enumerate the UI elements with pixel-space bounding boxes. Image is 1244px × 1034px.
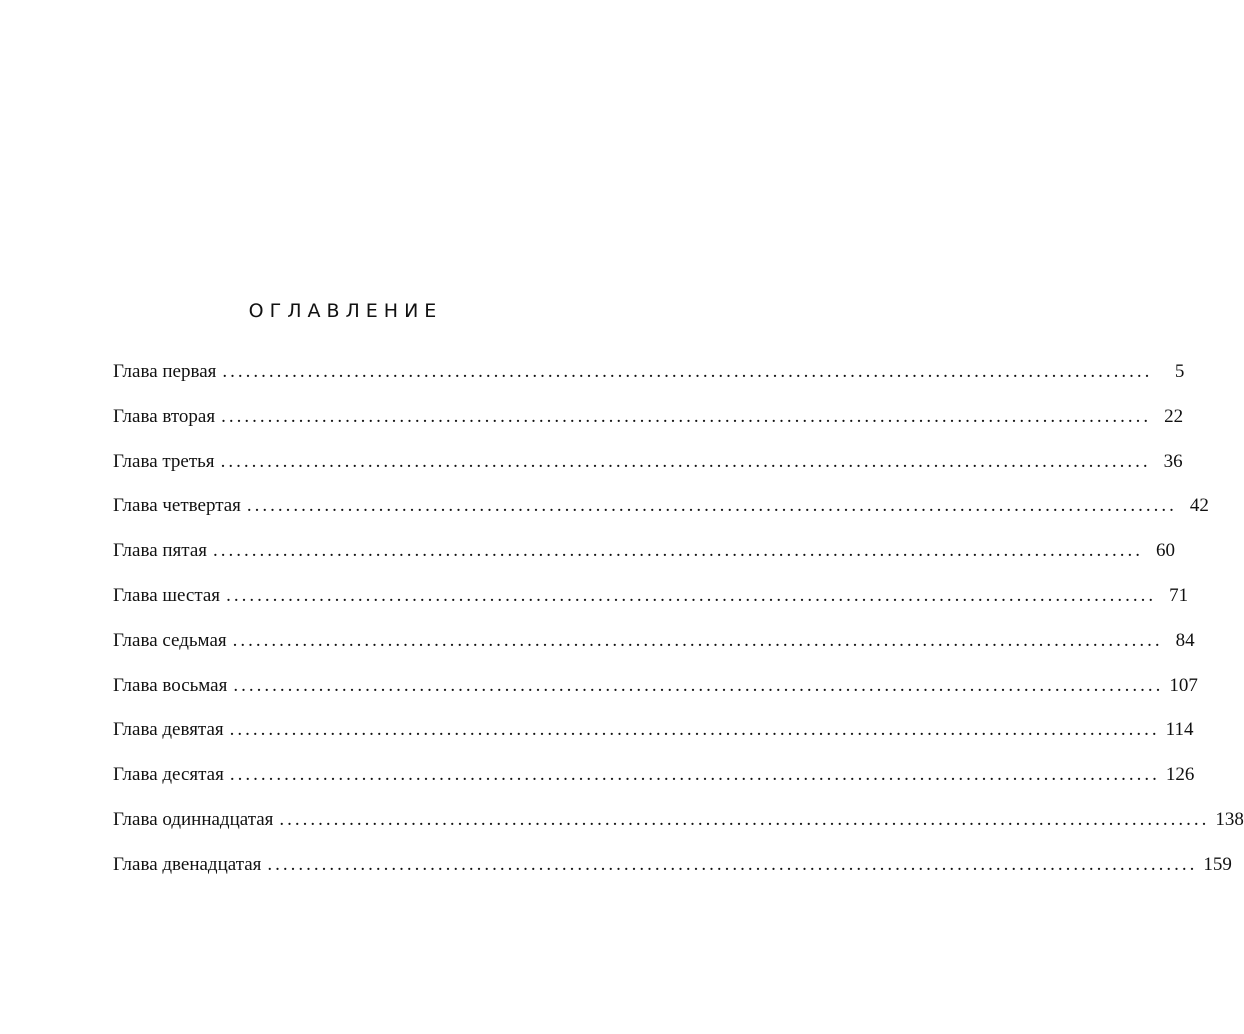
toc-entry-page: 138 xyxy=(1215,808,1244,830)
toc-entry-label: Глава пятая xyxy=(113,540,207,562)
toc-entry-page: 60 xyxy=(1156,540,1175,562)
toc-leader-dots: ........................................................................................................................ xyxy=(232,629,1163,651)
toc-entry xyxy=(113,716,1194,761)
toc-entry-label: Глава двенадцатая xyxy=(113,853,262,875)
toc-entry xyxy=(113,761,1195,806)
toc-entry-label: Глава вторая xyxy=(113,405,216,427)
toc-leader-dots: ........................................................................................................................ xyxy=(233,674,1164,696)
toc-leader-dots: ........................................................................................................................ xyxy=(279,808,1210,830)
toc-entry-label: Глава седьмая xyxy=(113,629,227,651)
toc-entry-page: 126 xyxy=(1165,764,1195,786)
toc-entry-page: 22 xyxy=(1164,405,1184,427)
toc-leader-dots: ........................................................................................................................ xyxy=(267,853,1198,875)
toc-entry-label: Глава восьмая xyxy=(113,674,228,696)
toc-entry-page: 36 xyxy=(1163,450,1183,472)
toc-entry-page: 42 xyxy=(1189,495,1209,517)
toc-title: ОГЛАВЛЕНИЕ xyxy=(248,300,443,322)
toc-entry xyxy=(113,627,1195,672)
toc-entry-page: 5 xyxy=(1174,361,1185,382)
toc-entry xyxy=(113,403,1184,448)
toc-leader-dots: ........................................................................................................................ xyxy=(222,361,1153,382)
toc-entry xyxy=(113,492,1209,537)
toc-entry-page: 84 xyxy=(1175,629,1195,651)
toc-entry-label: Глава девятая xyxy=(113,719,224,741)
toc-list xyxy=(113,358,1244,896)
toc-entry-label: Глава одиннадцатая xyxy=(113,808,274,830)
toc-leader-dots: ........................................................................................................................ xyxy=(229,719,1160,741)
toc-entry xyxy=(113,537,1175,582)
toc-entry-label: Глава десятая xyxy=(113,764,224,786)
toc-entry xyxy=(113,851,1232,896)
toc-leader-dots: ........................................................................................................................ xyxy=(229,764,1160,786)
toc-entry xyxy=(113,806,1244,851)
toc-entry xyxy=(113,672,1198,717)
toc-entry xyxy=(113,358,1185,403)
toc-leader-dots: ........................................................................................................................ xyxy=(220,450,1151,472)
toc-entry-label: Глава четвертая xyxy=(113,495,241,517)
toc-entry-page: 114 xyxy=(1165,719,1194,741)
toc-entry xyxy=(113,582,1189,627)
toc-leader-dots: ........................................................................................................................ xyxy=(246,495,1177,517)
toc-entry-page: 71 xyxy=(1169,584,1189,606)
toc-entry xyxy=(113,448,1183,493)
toc-entry-label: Глава шестая xyxy=(113,584,221,606)
toc-leader-dots: ........................................................................................................................ xyxy=(213,540,1143,562)
toc-leader-dots: ........................................................................................................................ xyxy=(226,584,1157,606)
toc-entry-page: 159 xyxy=(1203,853,1232,875)
toc-entry-page: 107 xyxy=(1169,674,1198,696)
toc-entry-label: Глава первая xyxy=(113,361,217,382)
toc-entry-label: Глава третья xyxy=(113,450,215,472)
toc-leader-dots: ........................................................................................................................ xyxy=(221,405,1152,427)
